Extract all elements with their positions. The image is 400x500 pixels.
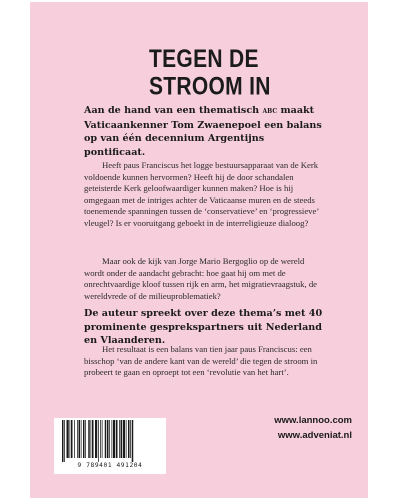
barcode-bar xyxy=(109,420,110,458)
body-paragraph-1-text: Heeft paus Franciscus het logge bestuursapparaat van de Kerk voldoende kunnen hervormen? Heeft hij de door schandalen geteisterde Kerk geloofwaardiger kunnen maken? Hoe is hij omgegaan met de intriges achter de Vaticaanse muren en de steeds toenemende spanningen tussen de ‘conservatieve’ en ‘progressieve’ vleugel? Is er vooruitgang geboekt in de interreligieuze dialoog? xyxy=(84,160,319,228)
body-paragraph-1 xyxy=(84,160,324,230)
body-paragraph-3-text: Het resultaat is een balans van tien jaar paus Franciscus: een bisschop ‘van de andere kant van de wereld’ die tegen de stroom in probeert te gaan en oproept tot een ‘revolutie van het hart’. xyxy=(84,344,318,378)
barcode-bar xyxy=(77,420,78,458)
barcode-bar xyxy=(132,420,134,462)
book-title xyxy=(149,46,279,100)
website-lannoo: www.lannoo.com xyxy=(274,415,352,426)
barcode-bars xyxy=(60,420,160,462)
title-line-1: TEGEN DE xyxy=(149,46,259,74)
barcode-bar xyxy=(128,420,130,458)
barcode-bar xyxy=(121,420,123,458)
barcode-bar xyxy=(126,420,127,458)
isbn-number: 9 789401 491204 xyxy=(77,462,143,469)
barcode-bar xyxy=(105,420,107,458)
barcode-bar xyxy=(67,420,69,458)
barcode-bar xyxy=(62,420,64,462)
barcode-bar xyxy=(79,420,81,458)
title-line-2: STROOM IN xyxy=(149,73,271,101)
barcode-bar xyxy=(91,420,92,458)
intro-abc: abc xyxy=(262,106,278,116)
barcode-bar xyxy=(74,420,75,458)
barcode-bar xyxy=(88,420,90,458)
barcode-bar xyxy=(71,420,73,458)
barcode-bar xyxy=(113,420,115,458)
barcode-bar xyxy=(81,420,82,458)
body-paragraph-2 xyxy=(84,256,324,302)
barcode-bar xyxy=(112,420,113,458)
barcode xyxy=(54,418,166,474)
barcode-bar xyxy=(123,420,125,458)
barcode-bar xyxy=(95,420,97,458)
barcode-bar xyxy=(102,420,103,458)
barcode-bar xyxy=(83,420,85,458)
barcode-bar xyxy=(107,420,109,458)
intro-part-1: Aan de hand van een thematisch xyxy=(84,105,263,116)
barcode-bar xyxy=(100,420,101,458)
barcode-bar xyxy=(116,420,118,458)
body-paragraph-3 xyxy=(84,344,324,379)
barcode-bar xyxy=(119,420,120,458)
intro-paragraph xyxy=(84,104,324,159)
barcode-bar xyxy=(98,420,99,462)
barcode-bar xyxy=(130,420,131,458)
website-adveniat: www.adveniat.nl xyxy=(277,430,352,441)
barcode-bar xyxy=(64,420,65,462)
barcode-bar xyxy=(92,420,94,458)
barcode-bar xyxy=(70,420,71,458)
intro-part-2: maakt Vaticaankenner Tom Zwaenepoel een balans op van één decennium Argentijns pontificaat. xyxy=(84,105,322,158)
highlight-paragraph: De auteur spreekt over deze thema’s met 40 prominente gesprekspartners uit Nederland en Vlaanderen. xyxy=(84,308,323,346)
body-paragraph-2-text: Maar ook de kijk van Jorge Mario Bergoglio op de wereld wordt onder de aandacht gebracht: hoe gaat hij om met de onrechtvaardige kloof tussen rijk en arm, het migratievraagstuk, de wereldvrede of de milieuproblematiek? xyxy=(84,256,318,301)
barcode-bar xyxy=(85,420,86,458)
